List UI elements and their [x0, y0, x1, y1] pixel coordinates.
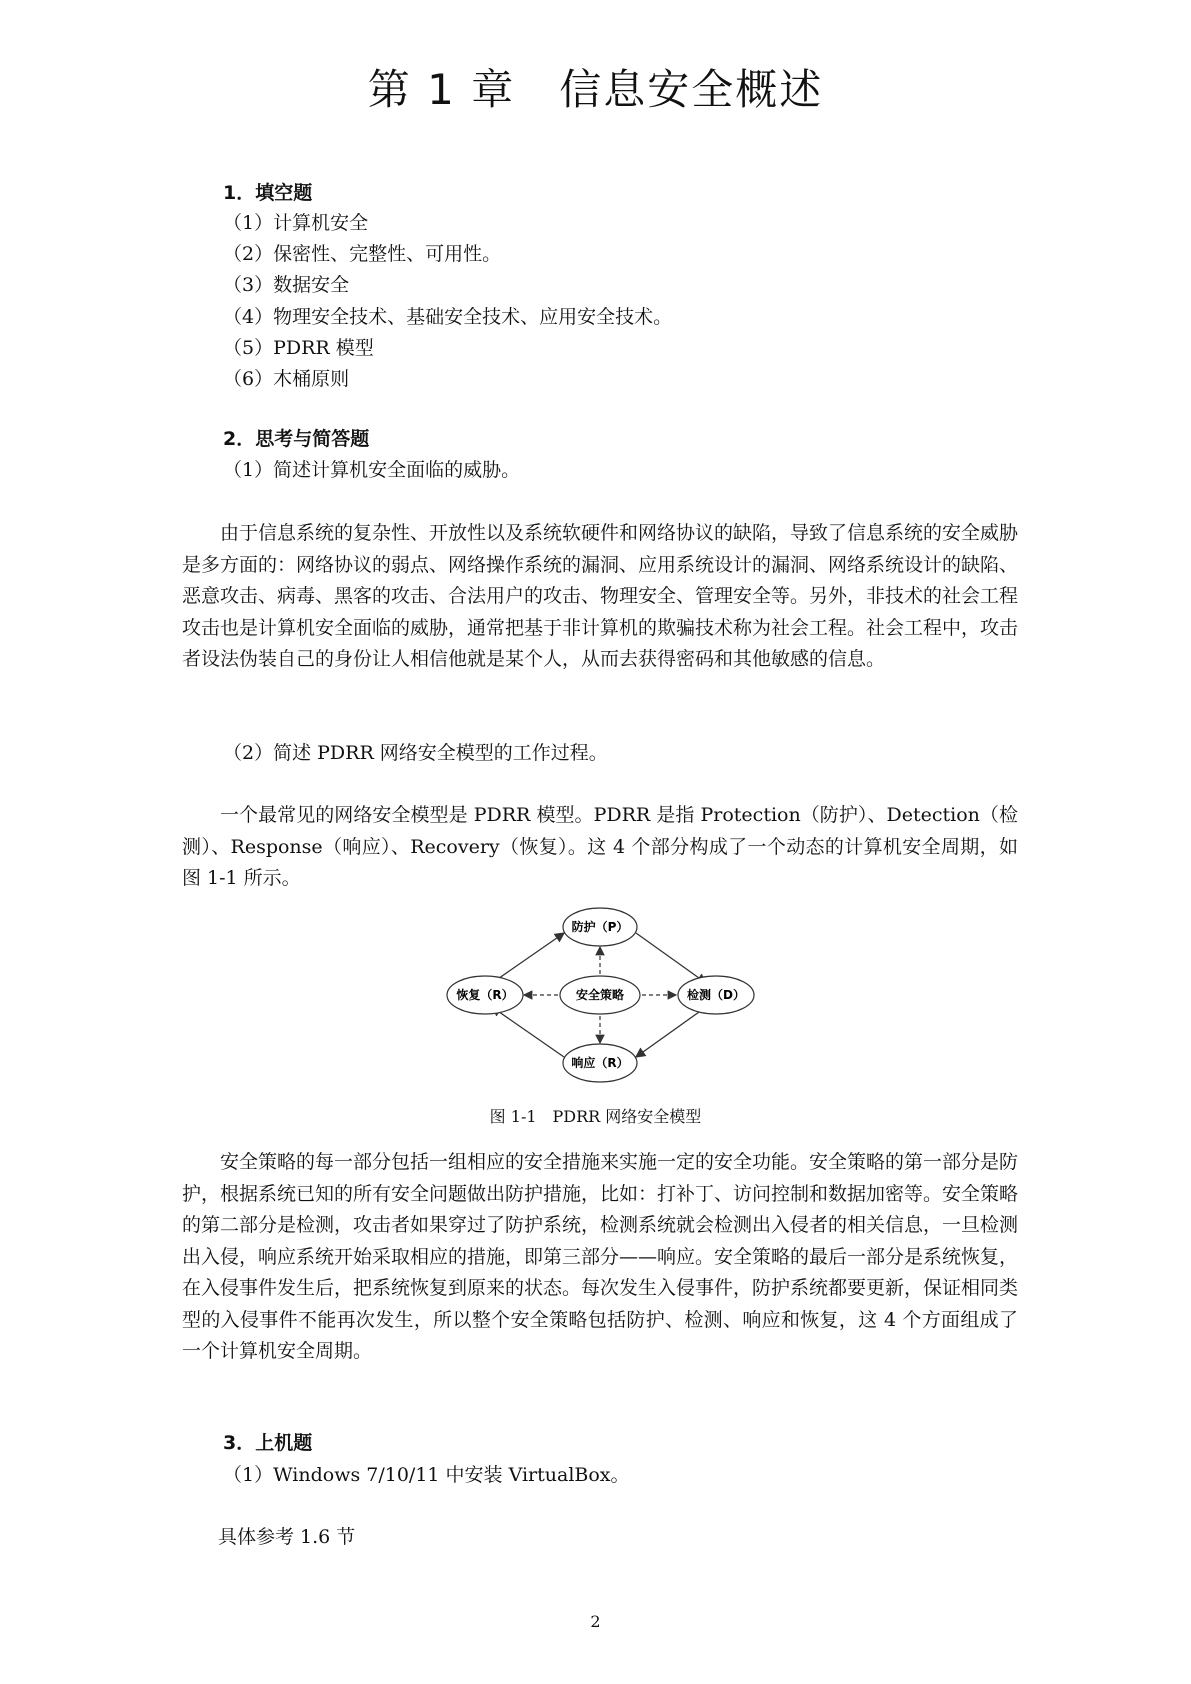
arrow-recover-to-protect: [492, 933, 564, 983]
pdrr-diagram: [440, 905, 760, 1085]
answer-paragraph: 由于信息系统的复杂性、开放性以及系统软硬件和网络协议的缺陷，导致了信息系统的安全威胁是多方面的：网络协议的弱点、网络操作系统的漏洞、应用系统设计的漏洞、网络系统设计的缺陷、恶意攻击、病毒、黑客的攻击、合法用户的攻击、物理安全、管理安全等。另外，非技术的社会工程攻击也是计算机安全面临的威胁，通常把基于非计算机的欺骗技术称为社会工程。社会工程中，攻击者设法伪装自己的身份让人相信他就是某个人，从而去获得密码和其他敏感的信息。: [182, 522, 1019, 670]
answer-paragraph: 一个最常见的网络安全模型是 PDRR 模型。PDRR 是指 Protection（防护）、Detection（检测）、Response（响应）、Recovery（恢复）。这 4 个部分构成了一个动态的计算机安全周期，如图 1-1 所示。: [182, 804, 1018, 889]
node-response-label: 响应（R）: [571, 1056, 629, 1070]
answer-item: （5）PDRR 模型: [223, 337, 374, 359]
section-heading-fill-in: 1．填空题: [223, 182, 313, 204]
answer-text: 具体参考 1.6 节: [218, 1526, 356, 1548]
answer-item: （4）物理安全技术、基础安全技术、应用安全技术。: [223, 306, 673, 328]
node-policy-label: 安全策略: [575, 988, 625, 1002]
pdrr-diagram-svg: [440, 905, 760, 1085]
question-text: （2）简述 PDRR 网络安全模型的工作过程。: [223, 742, 608, 764]
arrow-protect-to-detect: [636, 933, 706, 983]
answer-item: （1）计算机安全: [223, 212, 369, 234]
page-number: 2: [590, 1612, 601, 1631]
answer-item: （6）木桶原则: [223, 368, 350, 390]
section-heading-questions: 2．思考与简答题: [223, 428, 370, 450]
answer-item: （2）保密性、完整性、可用性。: [223, 243, 502, 265]
question-text: （1）简述计算机安全面临的威胁。: [223, 459, 521, 481]
answer-item: （3）数据安全: [223, 274, 350, 296]
figure-caption: 图 1-1 PDRR 网络安全模型: [489, 1107, 702, 1126]
node-recover-label: 恢复（R）: [456, 988, 514, 1002]
answer-paragraph: 安全策略的每一部分包括一组相应的安全措施来实施一定的安全功能。安全策略的第一部分是防护，根据系统已知的所有安全问题做出防护措施，比如：打补丁、访问控制和数据加密等。安全策略的第二部分是检测，攻击者如果穿过了防护系统，检测系统就会检测出入侵者的相关信息，一旦检测出入侵，响应系统开始采取相应的措施，即第三部分——响应。安全策略的最后一部分是系统恢复，在入侵事件发生后，把系统恢复到原来的状态。每次发生入侵事件，防护系统都要更新，保证相同类型的入侵事件不能再次发生，所以整个安全策略包括防护、检测、响应和恢复，这 4 个方面组成了一个计算机安全周期。: [182, 1151, 1019, 1362]
arrow-detect-to-response: [636, 1007, 706, 1057]
node-detect-label: 检测（D）: [687, 988, 745, 1002]
section-heading-lab: 3．上机题: [223, 1432, 313, 1454]
chapter-title: 第 1 章 信息安全概述: [367, 65, 824, 114]
question-text: （1）Windows 7/10/11 中安装 VirtualBox。: [223, 1464, 630, 1486]
arrow-response-to-recover: [492, 1007, 564, 1057]
node-protect-label: 防护（P）: [571, 920, 629, 934]
